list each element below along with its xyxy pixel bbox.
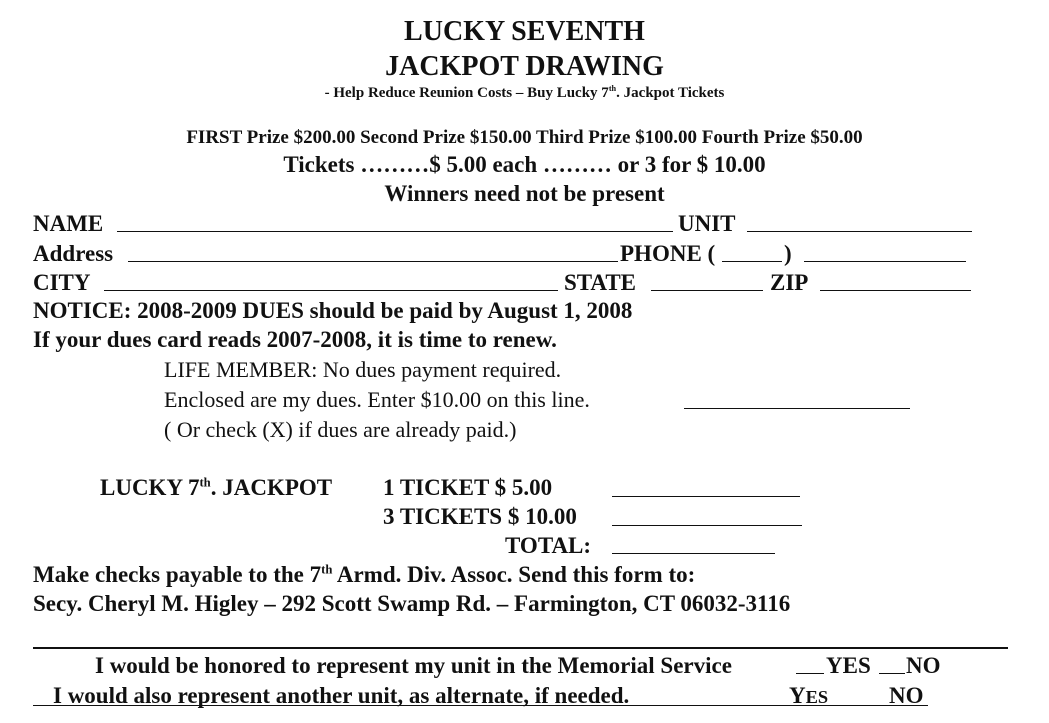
subtitle: [0, 86, 1049, 101]
divider-line: [33, 647, 1008, 649]
phone-number-field[interactable]: [804, 261, 966, 262]
phone-label: PHONE (: [620, 241, 716, 266]
memorial-yes-label: YES: [826, 653, 871, 678]
total-label: TOTAL:: [505, 533, 592, 558]
memorial-no-label: NO: [906, 653, 941, 678]
jackpot-label-sup: th: [199, 475, 211, 490]
three-tickets-label: 3 TICKETS $ 10.00: [383, 504, 577, 529]
dues-paid-check-text: ( Or check (X) if dues are already paid.): [164, 417, 517, 442]
memorial-text: I would be honored to represent my unit in the Memorial Service: [95, 653, 732, 678]
payable-sup: th: [321, 562, 333, 577]
total-field[interactable]: [612, 553, 775, 554]
notice-line-1: NOTICE: 2008-2009 DUES should be paid by August 1, 2008: [33, 298, 633, 323]
enclosed-dues-text: Enclosed are my dues. Enter $10.00 on this line.: [164, 387, 590, 412]
memorial-yes-field[interactable]: [796, 673, 824, 674]
jackpot-label-text-end: . JACKPOT: [210, 475, 333, 500]
state-label: STATE: [564, 270, 637, 295]
notice-line-2: If your dues card reads 2007-2008, it is time to renew.: [33, 327, 557, 352]
phone-close-paren: ): [784, 241, 792, 266]
city-field[interactable]: [104, 290, 558, 291]
city-label: CITY: [33, 270, 91, 295]
phone-area-code-field[interactable]: [722, 261, 782, 262]
alternate-yes-label: [789, 684, 828, 707]
subtitle-text: - Help Reduce Reunion Costs – Buy Lucky 7: [324, 85, 609, 101]
mailing-address-line: Secy. Cheryl M. Higley – 292 Scott Swamp Rd. – Farmington, CT 06032-3116: [33, 591, 791, 616]
alternate-yes-rest: ES: [805, 687, 829, 707]
alternate-text: I would also represent another unit, as alternate, if needed.: [53, 683, 630, 708]
tickets-line: Tickets ………$ 5.00 each ……… or 3 for $ 10.00: [283, 152, 766, 177]
unit-field[interactable]: [747, 231, 972, 232]
winners-line: Winners need not be present: [384, 181, 665, 206]
life-member-text: LIFE MEMBER: No dues payment required.: [164, 357, 562, 382]
title-line-2: JACKPOT DRAWING: [385, 51, 664, 82]
dues-amount-field[interactable]: [684, 408, 910, 409]
title-line-1: LUCKY SEVENTH: [404, 16, 645, 47]
jackpot-label: [100, 476, 332, 499]
payable-line: [33, 563, 695, 586]
alternate-no-label: NO: [889, 683, 924, 708]
subtitle-sup: th: [608, 84, 617, 93]
payable-text: Make checks payable to the 7: [33, 562, 322, 587]
prizes-line: FIRST Prize $200.00 Second Prize $150.00 Third Prize $100.00 Fourth Prize $50.00: [186, 127, 863, 148]
one-ticket-label: 1 TICKET $ 5.00: [383, 475, 553, 500]
zip-label: ZIP: [770, 270, 809, 295]
address-label: Address: [33, 241, 114, 266]
alternate-yes-initial: Y: [789, 683, 806, 708]
payable-text-end: Armd. Div. Assoc. Send this form to:: [332, 562, 696, 587]
one-ticket-field[interactable]: [612, 496, 800, 497]
unit-label: UNIT: [678, 211, 736, 236]
jackpot-label-text: LUCKY 7: [100, 475, 200, 500]
address-field[interactable]: [128, 261, 618, 262]
subtitle-text-end: . Jackpot Tickets: [616, 85, 725, 101]
name-field[interactable]: [117, 231, 673, 232]
state-field[interactable]: [651, 290, 763, 291]
zip-field[interactable]: [820, 290, 971, 291]
three-tickets-field[interactable]: [612, 525, 802, 526]
memorial-no-field[interactable]: [879, 673, 905, 674]
name-label: NAME: [33, 211, 104, 236]
